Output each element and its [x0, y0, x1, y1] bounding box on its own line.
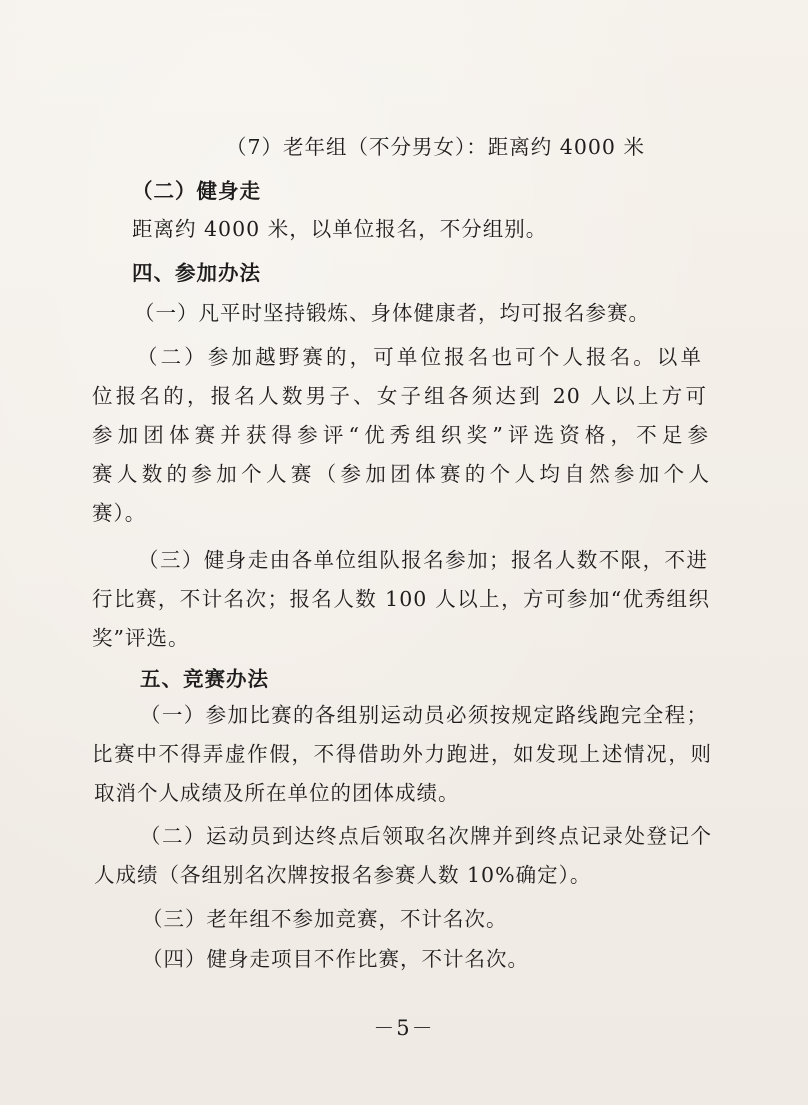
- text-line-competition-1a: （一）参加比赛的各组别运动员必须按规定路线跑完全程；: [140, 703, 708, 727]
- text-line-competition-3: （三）老年组不参加竞赛，不计名次。: [142, 907, 508, 931]
- page-number: －5－: [373, 1016, 435, 1040]
- text-line-participation-3a: （三）健身走由各单位组队报名参加；报名人数不限，不进: [138, 548, 708, 572]
- text-line-competition-2b: 人成绩（各组别名次牌按报名参赛人数 10%确定）。: [94, 863, 592, 887]
- section-heading-competition: 五、竞赛办法: [140, 667, 269, 691]
- text-line-competition-1b: 比赛中不得弄虚作假，不得借助外力跑进，如发现上述情况，则: [92, 742, 712, 766]
- text-line-participation-2b: 位报名的，报名人数男子、女子组各须达到 20 人以上方可: [92, 384, 707, 408]
- text-line-participation-2a: （二）参加越野赛的，可单位报名也可个人报名。以单: [137, 345, 702, 369]
- text-line-elderly-group: （7）老年组（不分男女）：距离约 4000 米: [226, 135, 645, 159]
- text-line-participation-2d: 赛人数的参加个人赛（参加团体赛的个人均自然参加个人: [92, 462, 710, 486]
- text-line-competition-1c: 取消个人成绩及所在单位的团体成绩。: [94, 781, 460, 805]
- section-heading-participation: 四、参加办法: [132, 261, 261, 285]
- text-line-competition-2a: （二）运动员到达终点后领取名次牌并到终点记录处登记个: [140, 824, 712, 848]
- text-line-participation-2c: 参加团体赛并获得参评“优秀组织奖”评选资格，不足参: [92, 423, 709, 447]
- text-line-competition-4: （四）健身走项目不作比赛，不计名次。: [142, 947, 529, 971]
- text-line-participation-3b: 行比赛，不计名次；报名人数 100 人以上，方可参加“优秀组织: [92, 587, 710, 611]
- text-line-fitness-walk-distance: 距离约 4000 米，以单位报名，不分组别。: [132, 217, 548, 241]
- text-line-participation-2e: 赛）。: [92, 501, 147, 525]
- text-line-participation-3c: 奖”评选。: [92, 626, 190, 650]
- section-heading-fitness-walk: （二）健身走: [132, 179, 261, 203]
- text-line-participation-1: （一）凡平时坚持锻炼、身体健康者，均可报名参赛。: [134, 301, 650, 325]
